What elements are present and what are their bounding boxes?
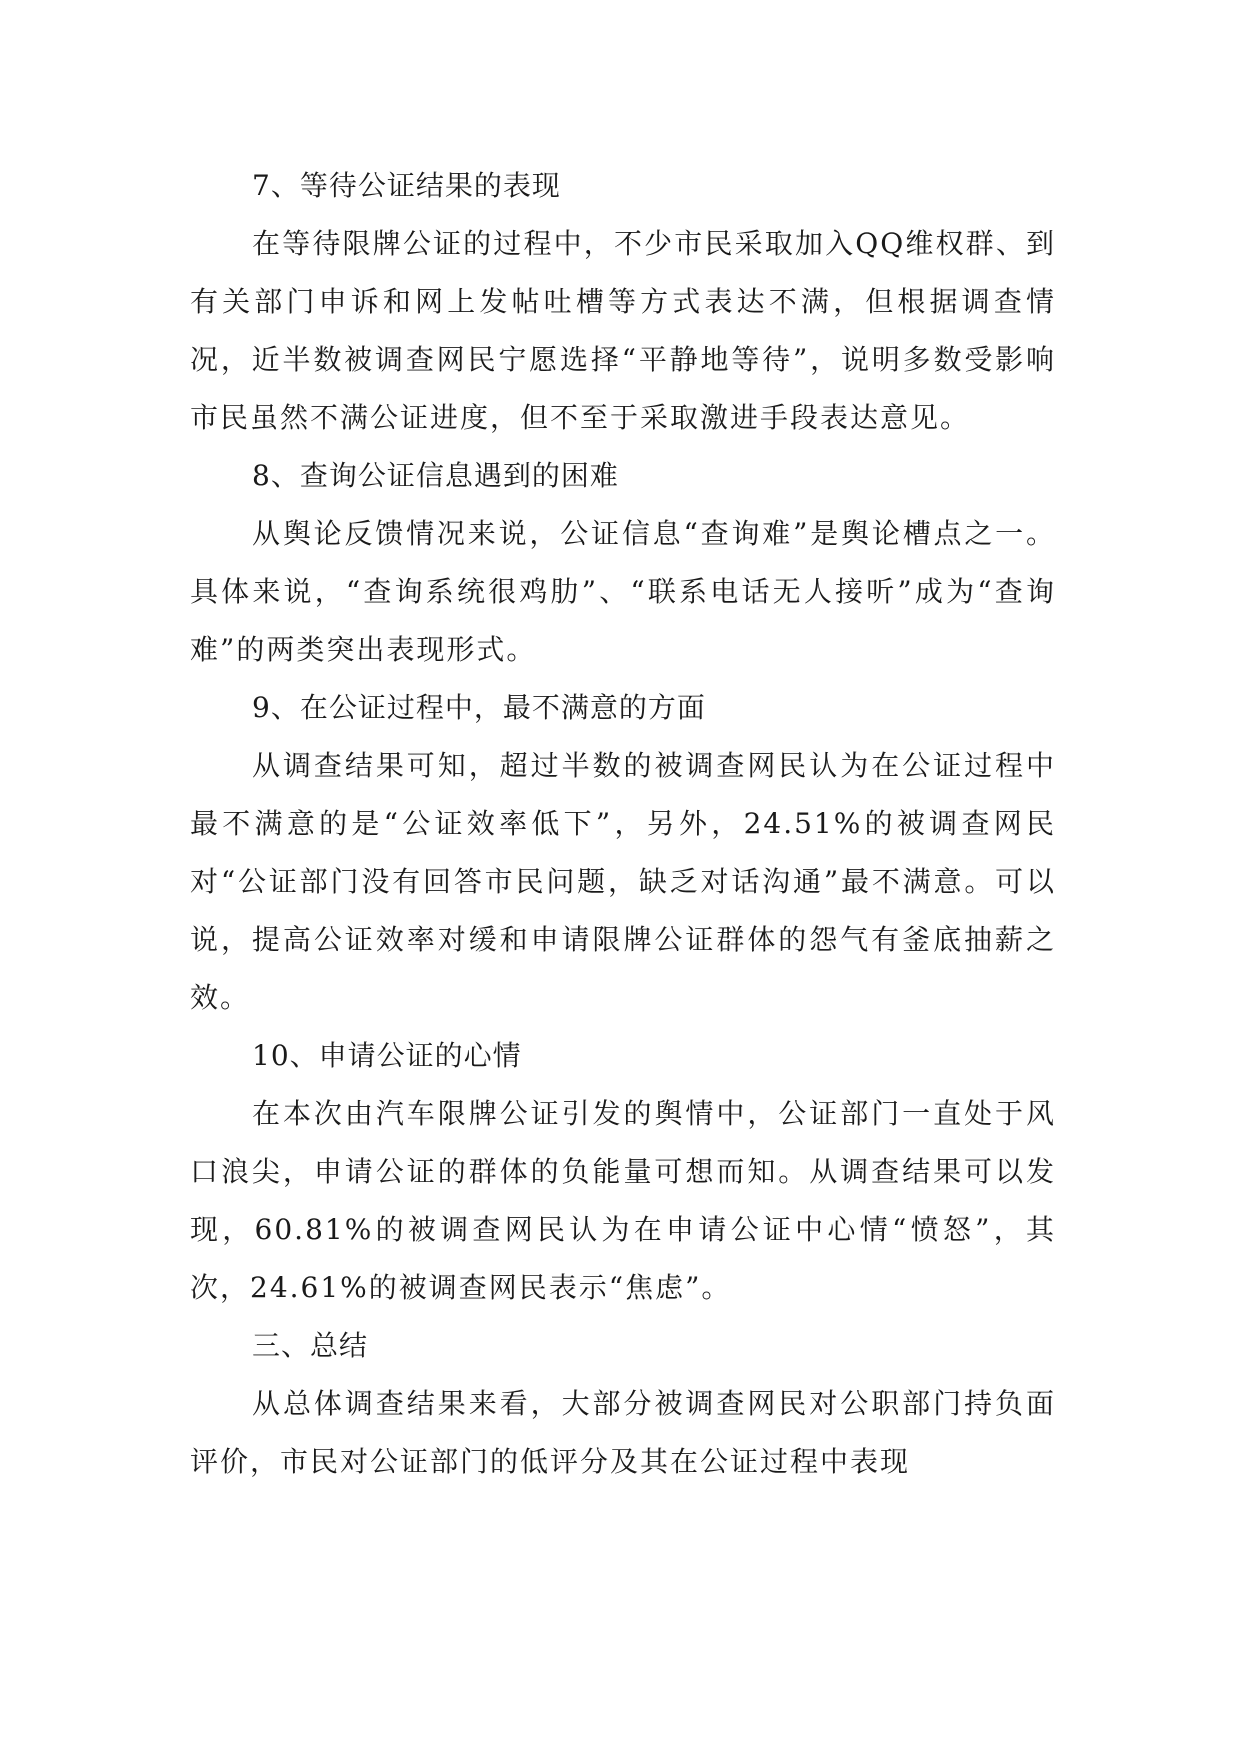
section-heading-summary: 三、总结 [252,1329,369,1362]
section-paragraph-10: 在本次由汽车限牌公证引发的舆情中，公证部门一直处于风口浪尖，申请公证的群体的负能量可想而知。从调查结果可以发现，60.81%的被调查网民认为在申请公证中心情“愤怒”，其次，24.61%的被调查网民表示“焦虑”。 [190,1097,1056,1304]
section-heading-8: 8、查询公证信息遇到的困难 [252,459,619,492]
section-heading-10: 10、申请公证的心情 [252,1039,522,1072]
section-paragraph-8: 从舆论反馈情况来说，公证信息“查询难”是舆论槽点之一。具体来说，“查询系统很鸡肋”、“联系电话无人接听”成为“查询难”的两类突出表现形式。 [190,517,1056,666]
section-paragraph-9: 从调查结果可知，超过半数的被调查网民认为在公证过程中最不满意的是“公证效率低下”，另外，24.51%的被调查网民对“公证部门没有回答市民问题，缺乏对话沟通”最不满意。可以说，提高公证效率对缓和申请限牌公证群体的怨气有釜底抽薪之效。 [190,749,1056,1014]
section-heading-9: 9、在公证过程中，最不满意的方面 [252,691,706,724]
section-paragraph-summary: 从总体调查结果来看，大部分被调查网民对公职部门持负面评价，市民对公证部门的低评分及其在公证过程中表现 [190,1387,1056,1478]
section-heading-7: 7、等待公证结果的表现 [252,169,561,202]
document-body [190,157,1056,1491]
section-paragraph-7: 在等待限牌公证的过程中，不少市民采取加入QQ维权群、到有关部门申诉和网上发帖吐槽等方式表达不满，但根据调查情况，近半数被调查网民宁愿选择“平静地等待”，说明多数受影响市民虽然不满公证进度，但不至于采取激进手段表达意见。 [190,227,1056,434]
